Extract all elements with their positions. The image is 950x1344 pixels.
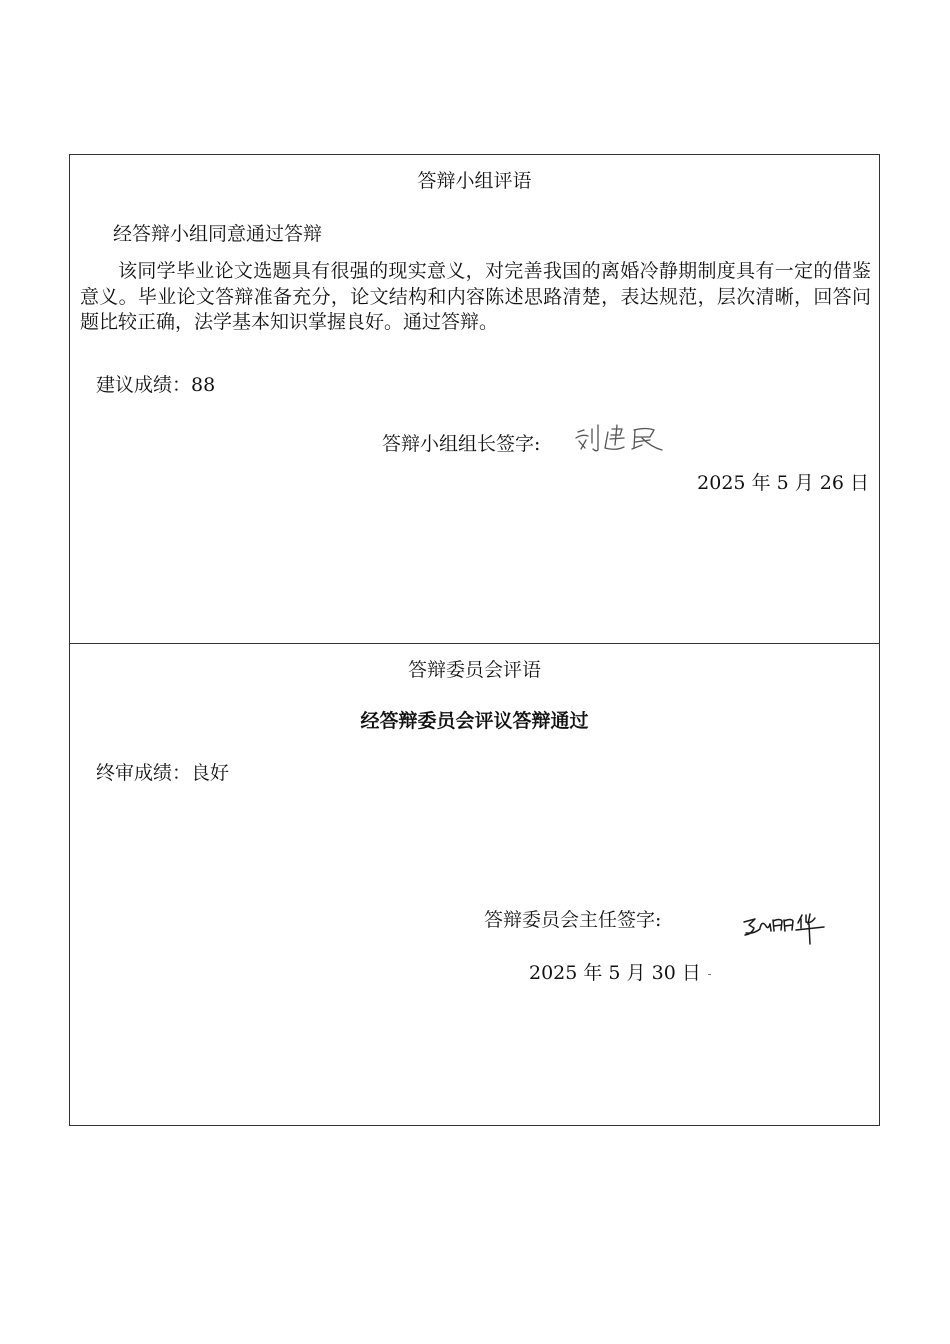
final-grade-value: 良好 <box>191 762 230 784</box>
group-date: 2025 年 5 月 26 日 <box>697 472 869 494</box>
chair-signature-label: 答辩委员会主任签字: <box>484 909 662 931</box>
final-grade-label: 终审成绩： <box>96 762 192 784</box>
suggested-grade <box>96 373 215 397</box>
committee-decision: 经答辩委员会评议答辩通过 <box>360 710 589 732</box>
group-comment-section <box>70 155 879 644</box>
stray-mark <box>708 974 711 975</box>
evaluation-table <box>69 154 880 1126</box>
committee-comment-section <box>70 644 879 1125</box>
leader-signature <box>572 421 668 455</box>
group-comment-paragraph: 该同学毕业论文选题具有很强的现实意义，对完善我国的离婚冷静期制度具有一定的借鉴意义。毕业论文答辩准备充分，论文结构和内容陈述思路清楚，表达规范，层次清晰，回答问题比较正确，法学基本知识掌握良好。通过答辩。 <box>80 260 871 333</box>
suggested-grade-label: 建议成绩： <box>96 374 192 396</box>
chair-signature <box>740 900 836 952</box>
committee-section-heading: 答辩委员会评语 <box>407 659 541 681</box>
group-agreement-text: 经答辩小组同意通过答辩 <box>113 223 323 245</box>
suggested-grade-value: 88 <box>191 374 216 396</box>
final-grade <box>96 761 229 785</box>
committee-date: 2025 年 5 月 30 日 <box>529 962 701 984</box>
leader-signature-label: 答辩小组组长签字: <box>382 433 541 455</box>
group-section-heading: 答辩小组评语 <box>417 170 532 192</box>
